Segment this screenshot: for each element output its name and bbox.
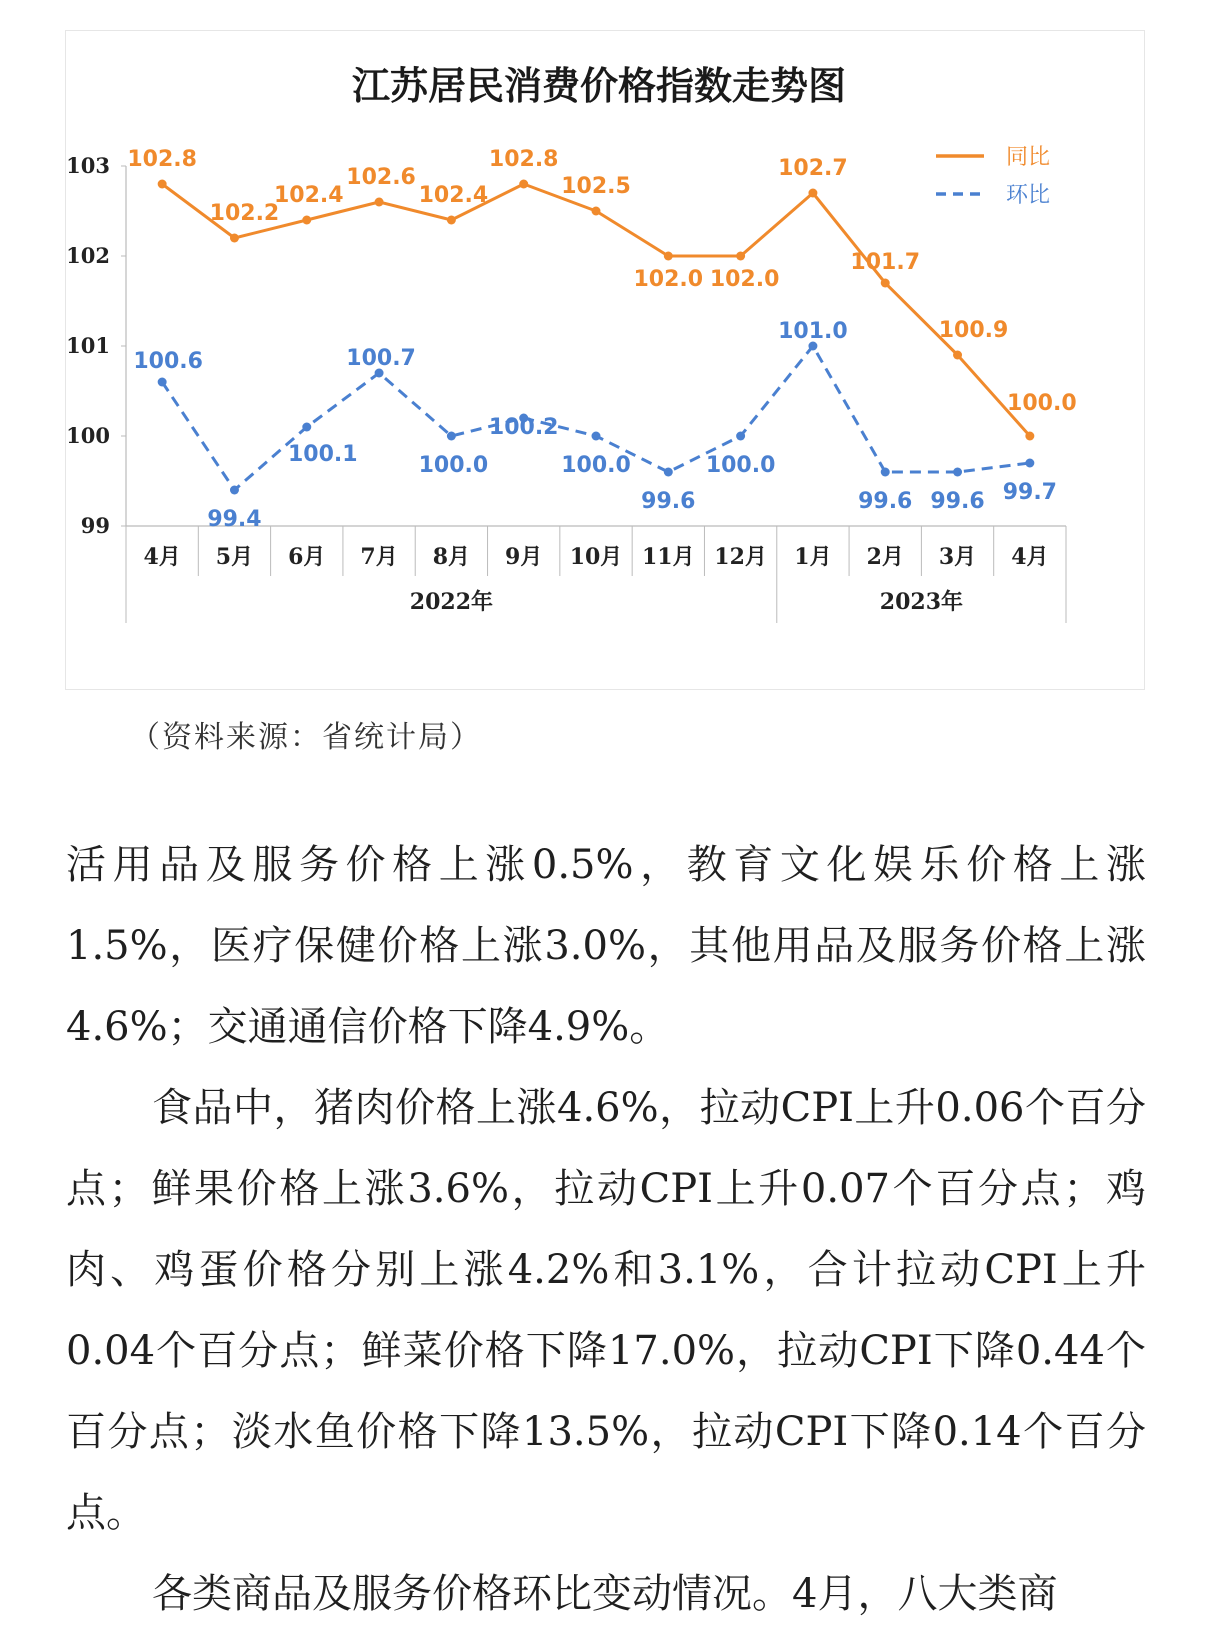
data-point bbox=[519, 180, 528, 189]
data-label: 100.0 bbox=[1007, 391, 1077, 416]
data-label: 102.0 bbox=[633, 267, 704, 292]
data-label: 101.7 bbox=[850, 250, 921, 275]
data-point bbox=[1025, 459, 1034, 468]
data-point bbox=[447, 432, 456, 441]
data-label: 100.0 bbox=[418, 453, 489, 478]
x-tick-label: 7月 bbox=[360, 544, 398, 570]
x-tick-label: 8月 bbox=[432, 544, 471, 570]
y-tick-label: 100 bbox=[66, 423, 110, 448]
article-body bbox=[66, 825, 1146, 1635]
data-label: 102.4 bbox=[273, 183, 344, 208]
x-tick-label: 3月 bbox=[938, 544, 977, 570]
data-point bbox=[664, 252, 673, 261]
legend-label: 环比 bbox=[1006, 183, 1051, 208]
data-point bbox=[592, 432, 601, 441]
data-label: 102.7 bbox=[778, 156, 848, 181]
cpi-line-chart bbox=[66, 31, 1144, 689]
data-point bbox=[953, 351, 962, 360]
data-label: 100.0 bbox=[705, 453, 776, 478]
y-tick-label: 102 bbox=[66, 243, 110, 268]
data-point bbox=[736, 252, 745, 261]
x-tick-label: 4月 bbox=[143, 544, 181, 570]
data-point bbox=[664, 468, 673, 477]
data-point bbox=[881, 279, 890, 288]
data-label: 99.7 bbox=[1002, 480, 1057, 505]
data-point bbox=[1025, 432, 1034, 441]
data-label: 102.4 bbox=[418, 183, 489, 208]
data-point bbox=[953, 468, 962, 477]
data-point bbox=[158, 180, 167, 189]
data-point bbox=[375, 198, 384, 207]
data-label: 99.6 bbox=[930, 489, 985, 514]
data-label: 102.6 bbox=[346, 165, 416, 190]
x-tick-label: 12月 bbox=[714, 544, 767, 570]
data-label: 100.6 bbox=[133, 349, 203, 374]
data-label: 100.9 bbox=[938, 318, 1009, 343]
data-label: 102.8 bbox=[488, 147, 559, 172]
data-label: 100.7 bbox=[346, 346, 416, 371]
x-tick-label: 4月 bbox=[1011, 544, 1049, 570]
data-label: 100.0 bbox=[561, 453, 631, 478]
data-label: 101.0 bbox=[778, 319, 848, 344]
x-group-label: 2023年 bbox=[879, 589, 964, 615]
data-point bbox=[592, 207, 601, 216]
series-line-yoy bbox=[162, 184, 1030, 436]
x-tick-label: 11月 bbox=[641, 544, 695, 570]
data-point bbox=[302, 423, 311, 432]
x-tick-label: 9月 bbox=[505, 544, 543, 570]
data-point bbox=[230, 486, 239, 495]
data-point bbox=[881, 468, 890, 477]
x-tick-label: 2月 bbox=[866, 544, 904, 570]
y-tick-label: 101 bbox=[66, 333, 110, 358]
data-label: 102.8 bbox=[127, 147, 197, 172]
chart-source-note: （资料来源：省统计局） bbox=[130, 720, 482, 755]
data-label: 102.2 bbox=[209, 201, 280, 226]
data-point bbox=[447, 216, 456, 225]
x-tick-label: 10月 bbox=[569, 544, 623, 570]
paragraph-2: 食品中，猪肉价格上涨4.6%，拉动CPI上升0.06个百分点；鲜果价格上涨3.6%，拉动CPI上升0.07个百分点；鸡肉、鸡蛋价格分别上涨4.2%和3.1%，合计拉动CPI上升0.04个百分点；鲜菜价格下降17.0%，拉动CPI下降0.44个百分点；淡水鱼价格下降13.5%，拉动CPI下降0.14个百分点。 bbox=[66, 1085, 1146, 1536]
data-label: 99.6 bbox=[641, 489, 696, 514]
data-label: 102.5 bbox=[561, 174, 631, 199]
data-label: 100.1 bbox=[287, 442, 358, 467]
x-tick-label: 1月 bbox=[794, 544, 832, 570]
data-point bbox=[230, 234, 239, 243]
chart-container bbox=[65, 30, 1145, 690]
data-label: 99.6 bbox=[858, 489, 913, 514]
data-label: 102.0 bbox=[709, 267, 780, 292]
paragraph-1: 活用品及服务价格上涨0.5%，教育文化娱乐价格上涨1.5%，医疗保健价格上涨3.0%，其他用品及服务价格上涨4.6%；交通通信价格下降4.9%。 bbox=[66, 842, 1146, 1050]
y-tick-label: 99 bbox=[80, 513, 110, 538]
x-tick-label: 6月 bbox=[288, 544, 326, 570]
chart-title: 江苏居民消费价格指数走势图 bbox=[351, 64, 847, 108]
data-point bbox=[302, 216, 311, 225]
data-point bbox=[158, 378, 167, 387]
x-tick-label: 5月 bbox=[215, 544, 254, 570]
paragraph-3: 各类商品及服务价格环比变动情况。4月，八大类商 bbox=[152, 1571, 1058, 1617]
data-label: 99.4 bbox=[207, 507, 262, 532]
legend-label: 同比 bbox=[1006, 145, 1051, 170]
y-tick-label: 103 bbox=[66, 153, 110, 178]
data-point bbox=[808, 189, 817, 198]
data-point bbox=[736, 432, 745, 441]
x-group-label: 2022年 bbox=[409, 589, 494, 615]
data-label: 100.2 bbox=[488, 415, 559, 440]
